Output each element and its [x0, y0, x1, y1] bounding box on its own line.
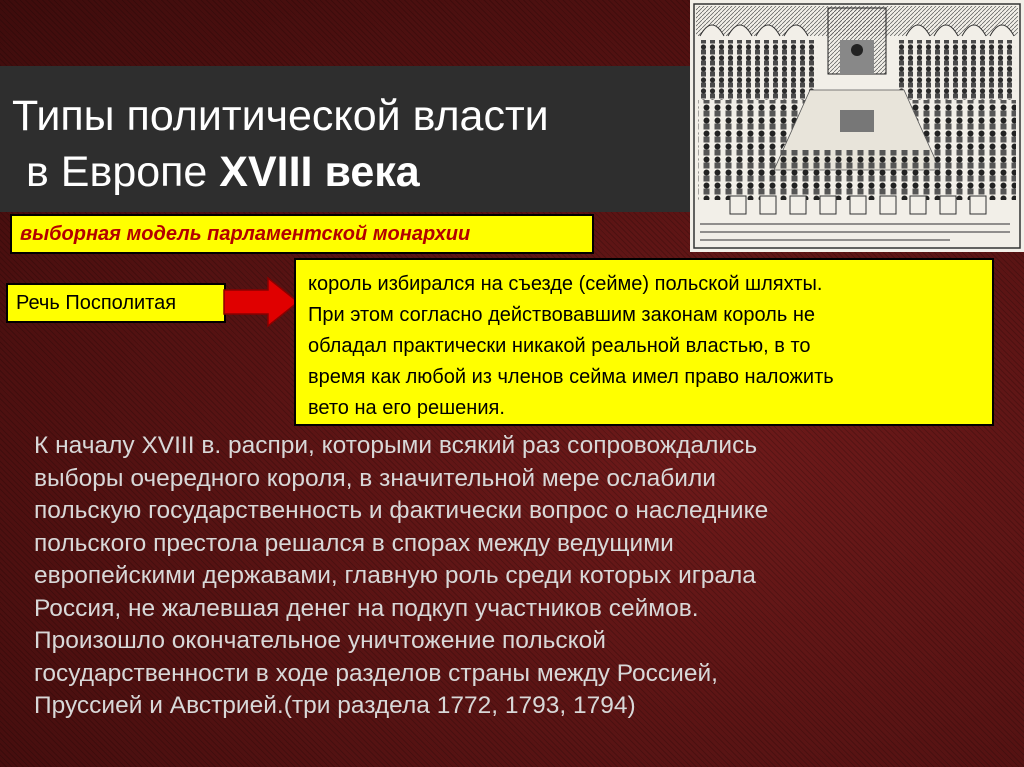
body-line: польскую государственность и фактически вопрос о наследнике — [34, 497, 769, 524]
slide-title-line-2 — [26, 148, 420, 197]
body-line: польского престола решался в спорах между ведущими — [34, 529, 674, 557]
sejm-engraving-image — [690, 0, 1024, 252]
title-prefix: в Европе — [26, 148, 220, 196]
body-line: выборы очередного короля, в значительной мере ослабили — [34, 464, 716, 492]
slide-title-line-1: Типы политической власти — [12, 92, 549, 140]
right-arrow-icon — [222, 276, 302, 328]
note-line: При этом согласно действовавшим законам король не — [308, 304, 815, 326]
note-line: вето на его решения. — [308, 397, 505, 419]
note-line: обладал практически никакой реальной властью, в то — [308, 335, 811, 357]
body-paragraph — [34, 430, 1004, 723]
body-line: Произошло окончательное уничтожение польской — [34, 627, 606, 654]
body-line: К началу XVIII в. распри, которыми всякий раз сопровождались — [34, 432, 758, 459]
body-line: европейскими державами, главную роль среди которых играла — [34, 562, 756, 589]
body-line: Пруссией и Австрией.(три раздела 1772, 1793, 1794) — [34, 692, 636, 719]
election-note — [294, 258, 994, 426]
note-line: король избирался на съезде (сейме) польской шляхты. — [308, 273, 823, 295]
title-century: XVIII века — [219, 148, 420, 196]
body-line: Россия, не жалевшая денег на подкуп участников сеймов. — [34, 594, 699, 622]
body-line: государственности в ходе разделов страны между Россией, — [34, 659, 718, 687]
model-subtitle: выборная модель парламентской монархии — [10, 214, 594, 254]
note-line: время как любой из членов сейма имел право наложить — [308, 366, 834, 388]
country-label: Речь Посполитая — [6, 283, 226, 323]
